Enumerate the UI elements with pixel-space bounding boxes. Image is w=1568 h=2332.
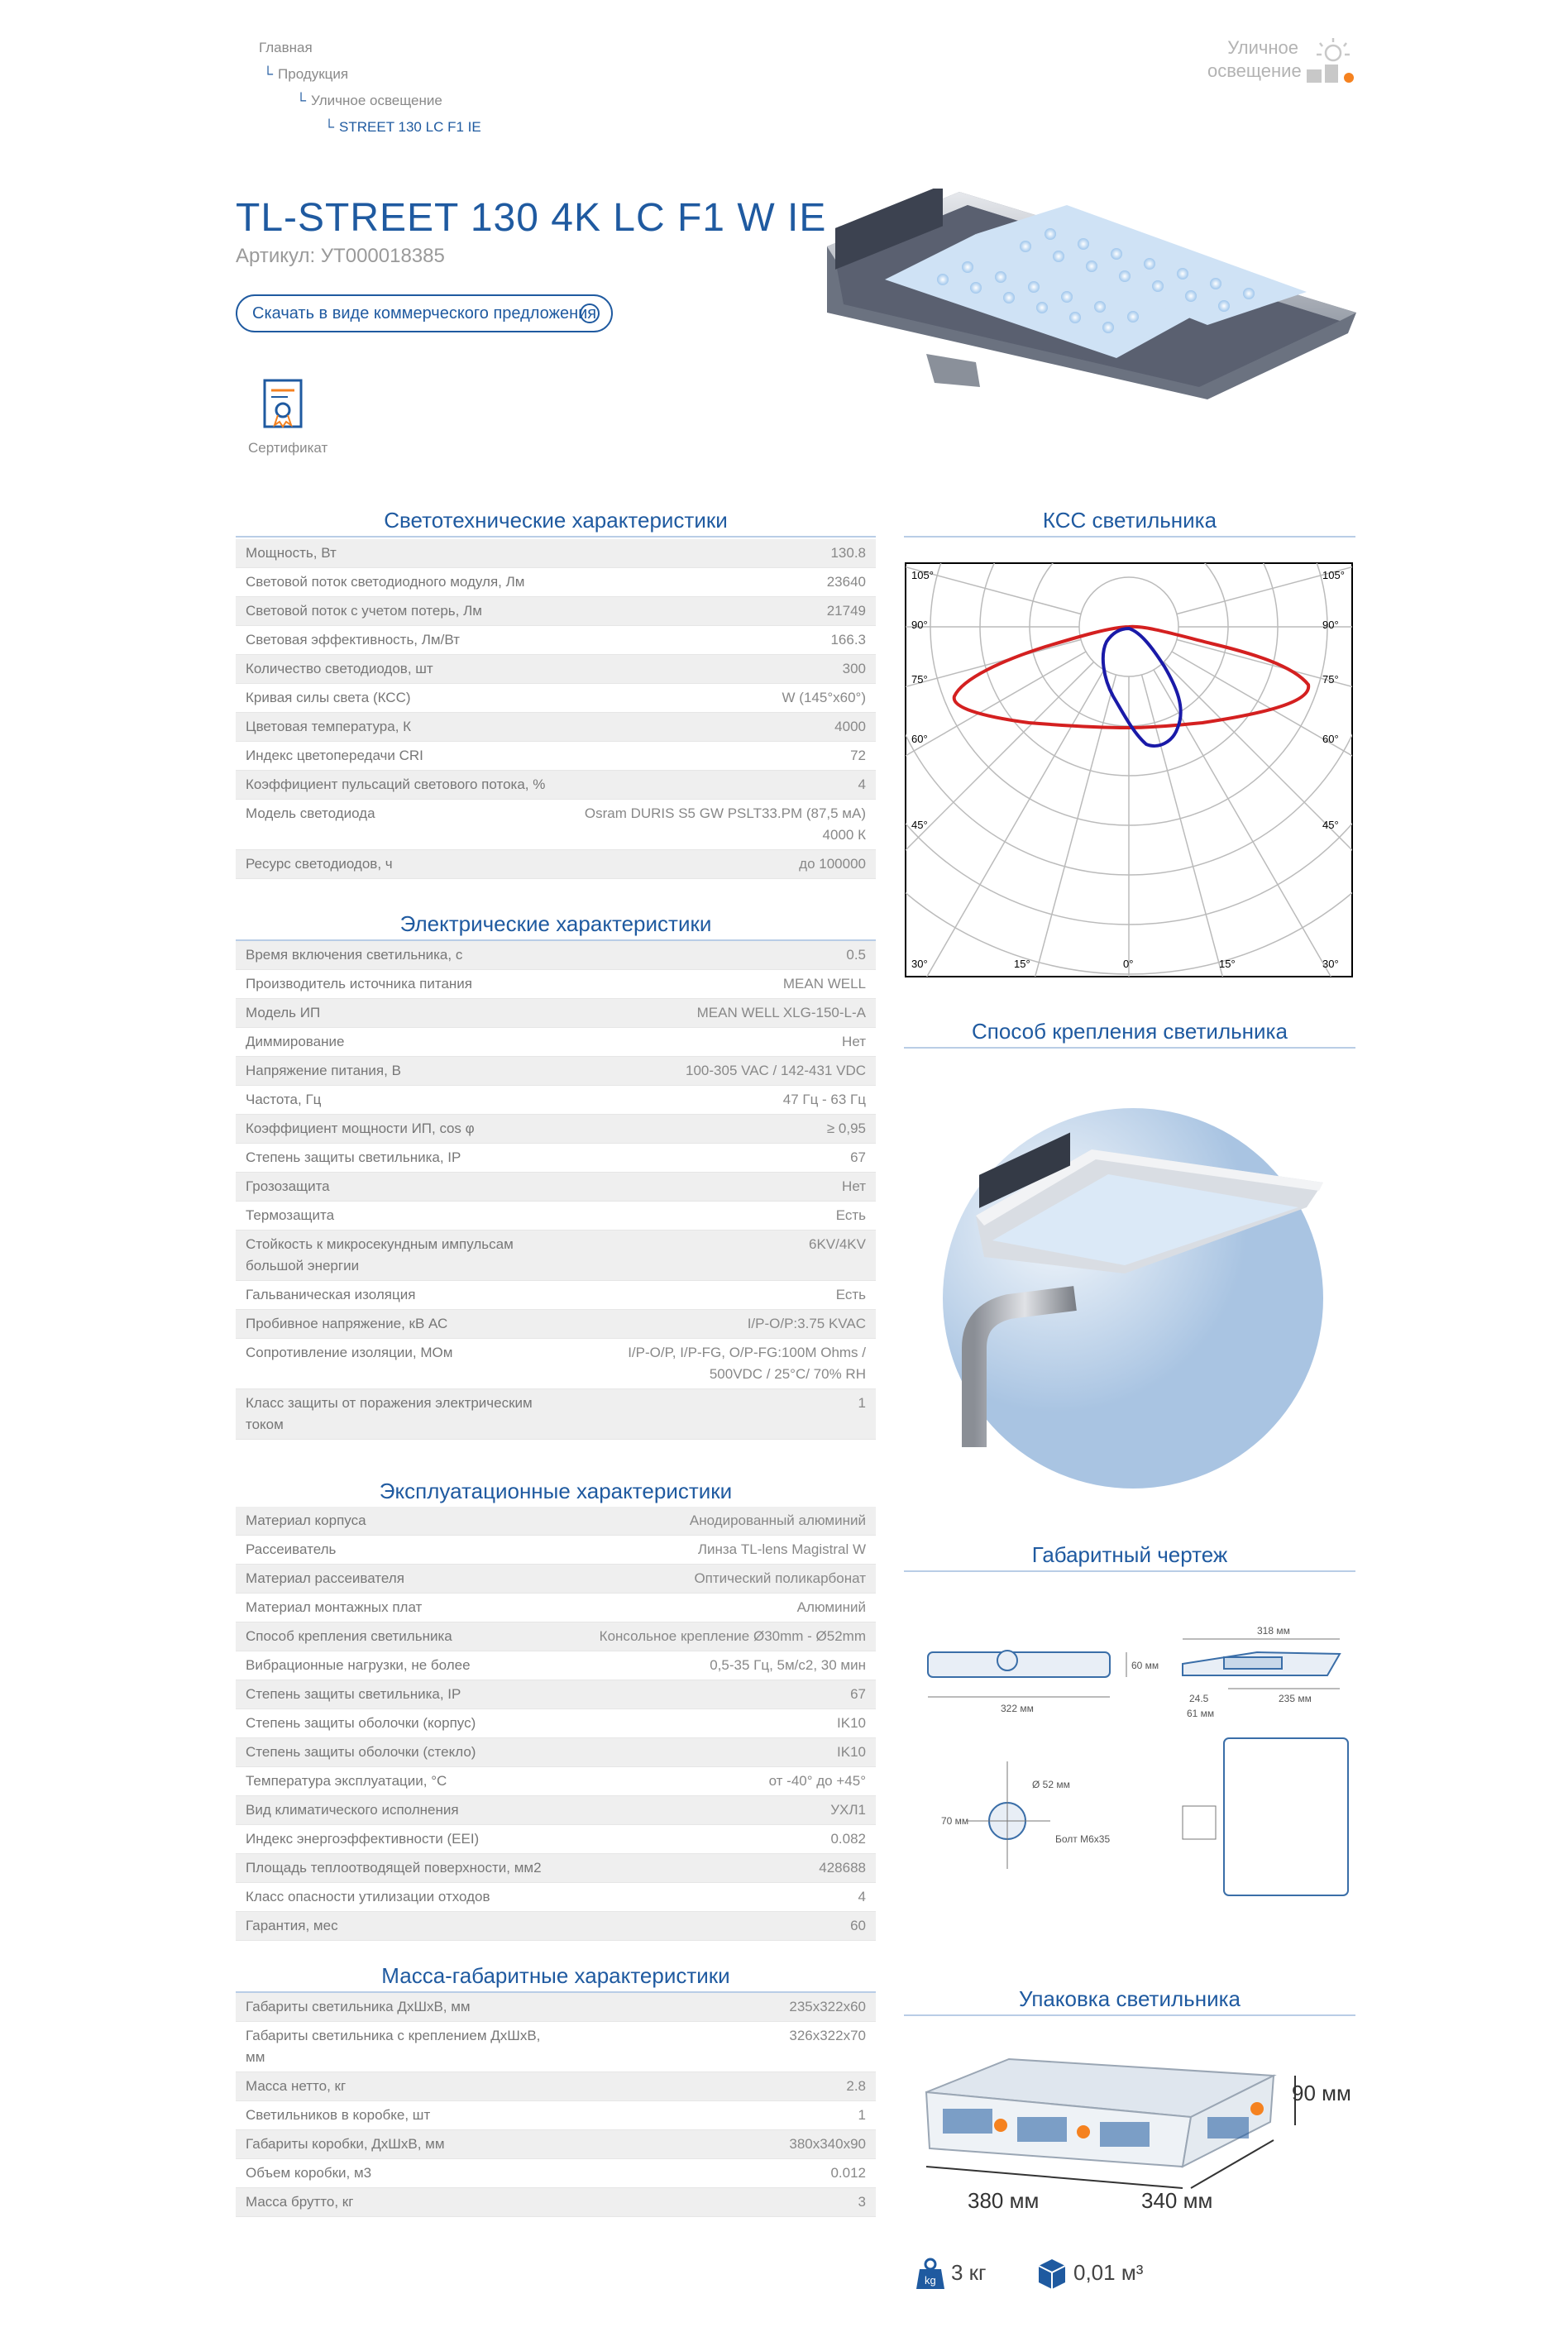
spec-value: 1 xyxy=(568,2101,876,2130)
spec-row xyxy=(236,626,876,655)
spec-value: MEAN WELL xyxy=(568,970,876,999)
spec-label: Производитель источника питания xyxy=(236,970,568,999)
spec-label: Сопротивление изоляции, МОм xyxy=(236,1339,568,1389)
spec-value: ≥ 0,95 xyxy=(568,1115,876,1144)
spec-row xyxy=(236,1651,876,1680)
spec-value: 21749 xyxy=(568,597,876,626)
divider xyxy=(904,1570,1355,1572)
spec-label: Вибрационные нагрузки, не более xyxy=(236,1651,568,1680)
spec-value: 300 xyxy=(568,655,876,684)
spec-value: Нет xyxy=(568,1028,876,1057)
spec-value: 0.5 xyxy=(568,941,876,970)
kss-label-left-45: 45° xyxy=(911,819,928,831)
spec-label: Коэффициент пульсаций светового потока, % xyxy=(236,771,568,800)
dim-bolt: Болт М6х35 xyxy=(1055,1833,1111,1845)
spec-row xyxy=(236,1594,876,1622)
spec-label: Температура эксплуатации, °С xyxy=(236,1767,568,1796)
spec-row xyxy=(236,1281,876,1310)
package-image xyxy=(910,2043,1356,2233)
electric-specs-table xyxy=(236,941,876,1440)
spec-value: 0.012 xyxy=(568,2159,876,2188)
spec-label: Материал корпуса xyxy=(236,1507,568,1536)
spec-label: Масса нетто, кг xyxy=(236,2072,568,2101)
product-article: Артикул: УТ000018385 xyxy=(236,245,445,267)
spec-label: Световая эффективность, Лм/Вт xyxy=(236,626,568,655)
dim-bracket-height: 70 мм xyxy=(941,1815,969,1827)
spec-value: 60 xyxy=(568,1912,876,1941)
footer-volume: 0,01 м³ xyxy=(1073,2260,1144,2285)
spec-row xyxy=(236,1086,876,1115)
breadcrumb-products[interactable]: └ Продукция xyxy=(263,66,349,82)
spec-value: I/P-O/P, I/P-FG, O/P-FG:100M Ohms / 500VDC / 25°C/ 70% RH xyxy=(568,1339,876,1389)
kss-label-right-60: 60° xyxy=(1322,733,1339,745)
dimension-drawing xyxy=(910,1596,1356,1927)
spec-row xyxy=(236,1738,876,1767)
product-title: TL-STREET 130 4K LC F1 W IE xyxy=(236,196,827,240)
category-line1: Уличное xyxy=(1227,37,1298,58)
spec-label: Время включения светильника, с xyxy=(236,941,568,970)
spec-value: Есть xyxy=(568,1281,876,1310)
spec-value: 130.8 xyxy=(568,539,876,568)
spec-value: 100-305 VAC / 142-431 VDC xyxy=(568,1057,876,1086)
light-section-title: Светотехнические характеристики xyxy=(384,508,728,533)
dim-offset: 24.5 xyxy=(1189,1693,1209,1704)
mount-image xyxy=(910,1100,1340,1513)
spec-label: Кривая силы света (КСС) xyxy=(236,684,568,713)
spec-row xyxy=(236,1854,876,1883)
spec-value: 166.3 xyxy=(568,626,876,655)
spec-label: Класс защиты от поражения электрическим током xyxy=(236,1389,568,1440)
spec-row xyxy=(236,999,876,1028)
breadcrumb-hook-icon: └ xyxy=(263,66,274,82)
spec-label: Мощность, Вт xyxy=(236,539,568,568)
spec-value: Линза TL-lens Magistral W xyxy=(568,1536,876,1565)
spec-label: Коэффициент мощности ИП, cos φ xyxy=(236,1115,568,1144)
spec-label: Цветовая температура, К xyxy=(236,713,568,742)
spec-label: Ресурс светодиодов, ч xyxy=(236,850,568,879)
spec-row xyxy=(236,1680,876,1709)
kss-label-right-105: 105° xyxy=(1322,569,1345,581)
kss-label-right-45: 45° xyxy=(1322,819,1339,831)
spec-label: Светильников в коробке, шт xyxy=(236,2101,568,2130)
street-light-icon xyxy=(1305,35,1356,86)
spec-row xyxy=(236,684,876,713)
spec-row xyxy=(236,2072,876,2101)
spec-row xyxy=(236,1389,876,1440)
product-image xyxy=(810,189,1373,412)
spec-value: 235x322x60 xyxy=(568,1993,876,2022)
dim-length: 235 мм xyxy=(1279,1693,1312,1704)
spec-value: 2.8 xyxy=(568,2072,876,2101)
spec-value: 4 xyxy=(568,1883,876,1912)
spec-label: Гальваническая изоляция xyxy=(236,1281,568,1310)
kss-label-left-75: 75° xyxy=(911,673,928,686)
package-height: 90 мм xyxy=(1292,2081,1351,2105)
spec-row xyxy=(236,1565,876,1594)
spec-row xyxy=(236,1507,876,1536)
spec-row xyxy=(236,1173,876,1202)
spec-label: Габариты светильника ДхШхВ, мм xyxy=(236,1993,568,2022)
spec-label: Гарантия, мес xyxy=(236,1912,568,1941)
spec-row xyxy=(236,2022,876,2072)
breadcrumb-home[interactable]: Главная xyxy=(259,40,313,55)
divider xyxy=(904,1047,1355,1049)
spec-row xyxy=(236,1144,876,1173)
box-icon xyxy=(1037,2258,1067,2289)
kss-polar-diagram xyxy=(905,562,1353,977)
operation-specs-table xyxy=(236,1507,876,1941)
spec-row xyxy=(236,713,876,742)
kss-label-bottom-0: 0° xyxy=(1123,958,1134,970)
spec-value: 23640 xyxy=(568,568,876,597)
spec-value: IK10 xyxy=(568,1738,876,1767)
dim-bracket: 61 мм xyxy=(1187,1708,1215,1719)
spec-row xyxy=(236,1339,876,1389)
spec-value: Оптический поликарбонат xyxy=(568,1565,876,1594)
spec-row xyxy=(236,1767,876,1796)
spec-label: Частота, Гц xyxy=(236,1086,568,1115)
spec-value: 3 xyxy=(568,2188,876,2217)
kss-label-bottom-15l: 15° xyxy=(1014,958,1030,970)
spec-label: Световой поток светодиодного модуля, Лм xyxy=(236,568,568,597)
breadcrumb-hook-icon: └ xyxy=(324,119,335,135)
spec-value: W (145°х60°) xyxy=(568,684,876,713)
spec-value: 6KV/4KV xyxy=(568,1231,876,1281)
spec-label: Индекс цветопередачи CRI xyxy=(236,742,568,771)
kss-label-left-30: 30° xyxy=(911,958,928,970)
mass-section-title: Масса-габаритные характеристики xyxy=(381,1963,730,1988)
spec-value: 428688 xyxy=(568,1854,876,1883)
spec-label: Объем коробки, м3 xyxy=(236,2159,568,2188)
spec-label: Рассеиватель xyxy=(236,1536,568,1565)
spec-row xyxy=(236,597,876,626)
package-length: 380 мм xyxy=(968,2188,1040,2213)
spec-value: 4 xyxy=(568,771,876,800)
spec-label: Стойкость к микросекундным импульсам большой энергии xyxy=(236,1231,568,1281)
spec-value: Osram DURIS S5 GW PSLT33.PM (87,5 мА) 4000 К xyxy=(568,800,876,850)
spec-row xyxy=(236,2101,876,2130)
spec-label: Степень защиты оболочки (стекло) xyxy=(236,1738,568,1767)
spec-row xyxy=(236,1883,876,1912)
spec-label: Модель ИП xyxy=(236,999,568,1028)
spec-value: Консольное крепление Ø30mm - Ø52mm xyxy=(568,1622,876,1651)
spec-label: Модель светодиода xyxy=(236,800,568,850)
spec-label: Материал рассеивателя xyxy=(236,1565,568,1594)
spec-row xyxy=(236,1057,876,1086)
kss-section-title: КСС светильника xyxy=(1042,508,1217,533)
spec-value: MEAN WELL XLG-150-L-A xyxy=(568,999,876,1028)
kss-label-left-90: 90° xyxy=(911,619,928,631)
spec-row xyxy=(236,2159,876,2188)
spec-label: Класс опасности утилизации отходов xyxy=(236,1883,568,1912)
spec-row xyxy=(236,1796,876,1825)
svg-text:kg: kg xyxy=(925,2274,936,2287)
spec-value: IK10 xyxy=(568,1709,876,1738)
spec-value: Алюминий xyxy=(568,1594,876,1622)
electric-section-title: Электрические характеристики xyxy=(399,911,712,936)
spec-label: Количество светодиодов, шт xyxy=(236,655,568,684)
spec-row xyxy=(236,1202,876,1231)
spec-label: Грозозащита xyxy=(236,1173,568,1202)
dim-diameter: Ø 52 мм xyxy=(1032,1779,1070,1790)
download-offer-button[interactable] xyxy=(236,294,613,332)
spec-label: Степень защиты светильника, IP xyxy=(236,1144,568,1173)
spec-row xyxy=(236,568,876,597)
spec-value: 380x340x90 xyxy=(568,2130,876,2159)
download-icon xyxy=(580,303,600,323)
certificate-icon[interactable] xyxy=(263,379,303,428)
mass-specs-table xyxy=(236,1993,876,2217)
spec-value: от -40° до +45° xyxy=(568,1767,876,1796)
spec-value: 326x322x70 xyxy=(568,2022,876,2072)
spec-row xyxy=(236,1028,876,1057)
spec-label: Вид климатического исполнения xyxy=(236,1796,568,1825)
spec-row xyxy=(236,742,876,771)
category-line2: освещение xyxy=(1207,60,1302,81)
mount-section-title: Способ крепления светильника xyxy=(972,1019,1288,1044)
spec-label: Материал монтажных плат xyxy=(236,1594,568,1622)
light-specs-table xyxy=(236,539,876,879)
spec-label: Масса брутто, кг xyxy=(236,2188,568,2217)
spec-row xyxy=(236,1912,876,1941)
spec-value: 72 xyxy=(568,742,876,771)
spec-label: Способ крепления светильника xyxy=(236,1622,568,1651)
spec-row xyxy=(236,539,876,568)
divider xyxy=(904,536,1355,538)
spec-value: 0,5-35 Гц, 5м/с2, 30 мин xyxy=(568,1651,876,1680)
spec-label: Степень защиты светильника, IP xyxy=(236,1680,568,1709)
spec-label: Площадь теплоотводящей поверхности, мм2 xyxy=(236,1854,568,1883)
divider xyxy=(904,2014,1355,2016)
spec-label: Термозащита xyxy=(236,1202,568,1231)
breadcrumb-current: └ STREET 130 LC F1 IE xyxy=(324,119,481,135)
certificate-label[interactable]: Сертификат xyxy=(248,440,328,456)
spec-row xyxy=(236,970,876,999)
spec-value: 67 xyxy=(568,1144,876,1173)
spec-value: Нет xyxy=(568,1173,876,1202)
spec-row xyxy=(236,2130,876,2159)
download-offer-label: Скачать в виде коммерческого предложения xyxy=(252,303,597,323)
package-section-title: Упаковка светильника xyxy=(1018,1986,1241,2011)
spec-value: Анодированный алюминий xyxy=(568,1507,876,1536)
kss-label-right-90: 90° xyxy=(1322,619,1339,631)
drawing-section-title: Габаритный чертеж xyxy=(1031,1542,1228,1567)
spec-value: Есть xyxy=(568,1202,876,1231)
spec-value: 67 xyxy=(568,1680,876,1709)
spec-row xyxy=(236,941,876,970)
kss-label-left-105: 105° xyxy=(911,569,934,581)
spec-value: 4000 xyxy=(568,713,876,742)
spec-row xyxy=(236,2188,876,2217)
spec-value: 47 Гц - 63 Гц xyxy=(568,1086,876,1115)
spec-label: Пробивное напряжение, кВ АС xyxy=(236,1310,568,1339)
spec-row xyxy=(236,850,876,879)
spec-row xyxy=(236,1536,876,1565)
kss-label-bottom-15r: 15° xyxy=(1219,958,1236,970)
package-width: 340 мм xyxy=(1141,2188,1213,2213)
spec-value: УХЛ1 xyxy=(568,1796,876,1825)
spec-row xyxy=(236,1622,876,1651)
spec-row xyxy=(236,1825,876,1854)
dim-width: 322 мм xyxy=(1001,1703,1034,1714)
category-label[interactable] xyxy=(1207,36,1302,83)
spec-row xyxy=(236,1310,876,1339)
spec-value: 1 xyxy=(568,1389,876,1440)
spec-row xyxy=(236,1993,876,2022)
kg-weight-icon xyxy=(916,2258,944,2289)
spec-label: Степень защиты оболочки (корпус) xyxy=(236,1709,568,1738)
dim-length-mount: 318 мм xyxy=(1257,1625,1290,1637)
spec-row xyxy=(236,1115,876,1144)
spec-label: Диммирование xyxy=(236,1028,568,1057)
spec-row xyxy=(236,771,876,800)
spec-label: Индекс энергоэффективности (EEI) xyxy=(236,1825,568,1854)
spec-row xyxy=(236,1709,876,1738)
breadcrumb-hook-icon: └ xyxy=(296,93,307,108)
spec-value: до 100000 xyxy=(568,850,876,879)
kss-label-left-60: 60° xyxy=(911,733,928,745)
spec-label: Световой поток с учетом потерь, Лм xyxy=(236,597,568,626)
operation-section-title: Эксплуатационные характеристики xyxy=(379,1479,733,1503)
spec-label: Напряжение питания, В xyxy=(236,1057,568,1086)
footer-weight: 3 кг xyxy=(951,2260,987,2285)
spec-label: Габариты светильника с креплением ДхШхВ, мм xyxy=(236,2022,568,2072)
spec-value: I/P-O/P:3.75 KVAC xyxy=(568,1310,876,1339)
kss-label-right-75: 75° xyxy=(1322,673,1339,686)
spec-row xyxy=(236,800,876,850)
dim-height: 60 мм xyxy=(1131,1660,1159,1671)
breadcrumb-street-lighting[interactable]: └ Уличное освещение xyxy=(296,93,442,108)
spec-row xyxy=(236,1231,876,1281)
spec-value: 0.082 xyxy=(568,1825,876,1854)
spec-label: Габариты коробки, ДхШхВ, мм xyxy=(236,2130,568,2159)
spec-row xyxy=(236,655,876,684)
kss-label-right-30: 30° xyxy=(1322,958,1339,970)
divider xyxy=(236,536,876,538)
